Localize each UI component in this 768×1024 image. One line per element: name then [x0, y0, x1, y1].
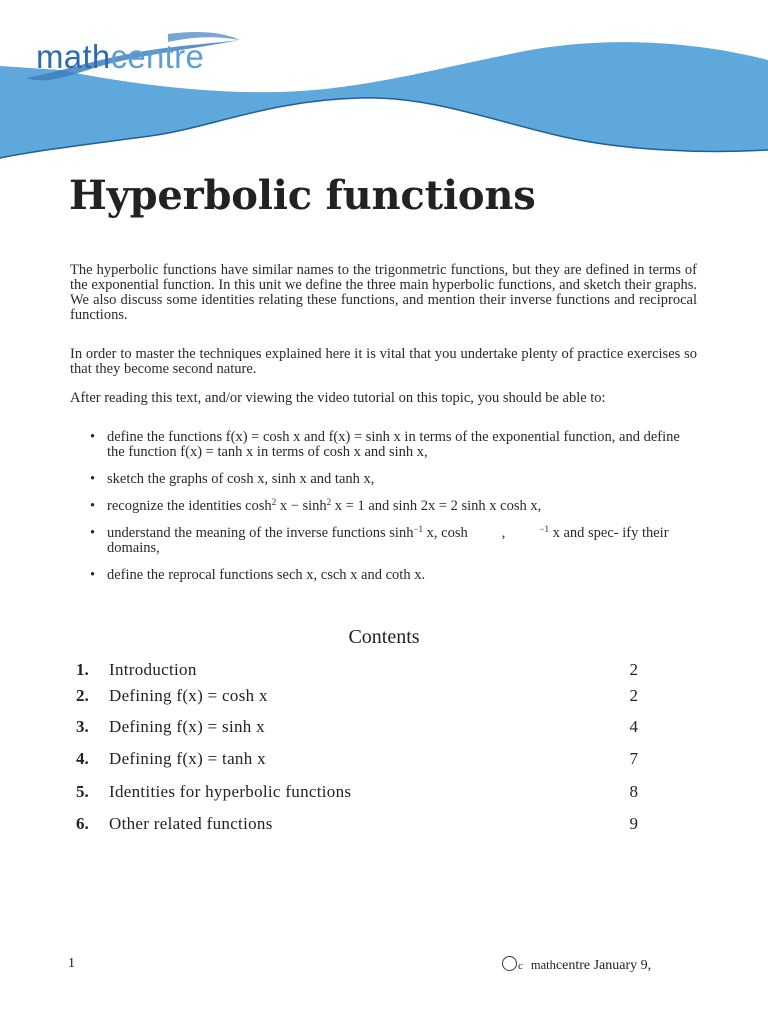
list-item [90, 472, 690, 487]
toc-label: Other related functions [109, 814, 273, 833]
intro-paragraph-1: The hyperbolic functions have similar names to the trigonmetric functions, but they are defined in terms of the exponential function. In this unit we define the three main hyperbolic functions, and sketch their graphs. We also discuss some identities relating these functions, and mention their inverse functions and reciprocal functions. [70, 262, 697, 323]
copyright-circle-icon [502, 956, 517, 971]
bullet-icon: • [90, 498, 96, 514]
copyright-c: c [518, 960, 523, 972]
list-item [90, 526, 690, 556]
page-number: 1 [68, 956, 75, 971]
toc-number: 5. [76, 782, 89, 801]
objective-text: sketch the graphs of cosh x, sinh x and tanh x, [107, 471, 375, 487]
objective-text: define the reprocal functions sech x, csch x and coth x. [107, 567, 426, 583]
toc-number: 4. [76, 749, 89, 768]
toc-label: Defining f(x) = cosh x [109, 686, 268, 705]
toc-page: 8 [629, 782, 638, 801]
superscript: −1 [413, 524, 424, 534]
contents-heading: Contents [348, 626, 420, 648]
toc-number: 6. [76, 814, 89, 833]
list-item [90, 499, 690, 514]
intro-paragraph-2: In order to master the techniques explained here it is vital that you undertake plenty of practice exercises so that they become second nature. [70, 346, 697, 377]
superscript: 2 [271, 497, 277, 507]
toc-page: 4 [629, 717, 638, 736]
toc-page: 2 [629, 686, 638, 705]
toc-entry[interactable] [76, 686, 638, 708]
toc-entry[interactable] [76, 660, 638, 682]
list-item [90, 430, 690, 460]
footer-brand-rest: centre January 9, [555, 958, 652, 973]
toc-entry[interactable] [76, 814, 638, 836]
toc-page: 7 [629, 749, 638, 768]
toc-page: 9 [629, 814, 638, 833]
bullet-icon: • [90, 567, 96, 583]
toc-label: Defining f(x) = tanh x [109, 749, 266, 768]
footer-brand: math [530, 958, 556, 972]
toc-entry[interactable] [76, 749, 638, 771]
bullet-icon: • [90, 429, 96, 445]
toc-label: Introduction [109, 660, 197, 679]
intro-paragraph-3: After reading this text, and/or viewing the video tutorial on this topic, you should be able to: [70, 390, 606, 406]
toc-number: 2. [76, 686, 89, 705]
toc-entry[interactable] [76, 782, 638, 804]
superscript: 2 [326, 497, 332, 507]
toc-label: Identities for hyperbolic functions [109, 782, 352, 801]
mathcentre-logo [36, 38, 204, 76]
objective-text: define the functions f(x) = cosh x and f(x) = sinh x in terms of the exponential function, and define the function f(x) = tanh x in terms of cosh x and sinh x, [107, 429, 680, 460]
logo-math-text: math [36, 38, 111, 75]
objective-text: understand the meaning of the inverse functions $\sinh^{-1} x$, cosh , $^{-1}$ x and spec- ify their domains, [107, 524, 669, 556]
copyright-notice [502, 956, 651, 974]
toc-entry[interactable] [76, 717, 638, 739]
toc-number: 3. [76, 717, 89, 736]
bullet-icon: • [90, 471, 96, 487]
objective-text: recognize the identities $\cosh^2 x - \sinh^2 x = 1$ and sinh 2x = 2 sinh x cosh x, [107, 497, 542, 514]
toc-label: Defining f(x) = sinh x [109, 717, 265, 736]
bullet-icon: • [90, 525, 96, 541]
list-item [90, 568, 690, 583]
page-title: Hyperbolic functions [69, 172, 536, 219]
toc-page: 2 [629, 660, 638, 679]
toc-number: 1. [76, 660, 89, 679]
superscript: −1 [539, 524, 549, 534]
objectives-list [90, 430, 690, 595]
logo-centre-text: centre [110, 38, 205, 75]
